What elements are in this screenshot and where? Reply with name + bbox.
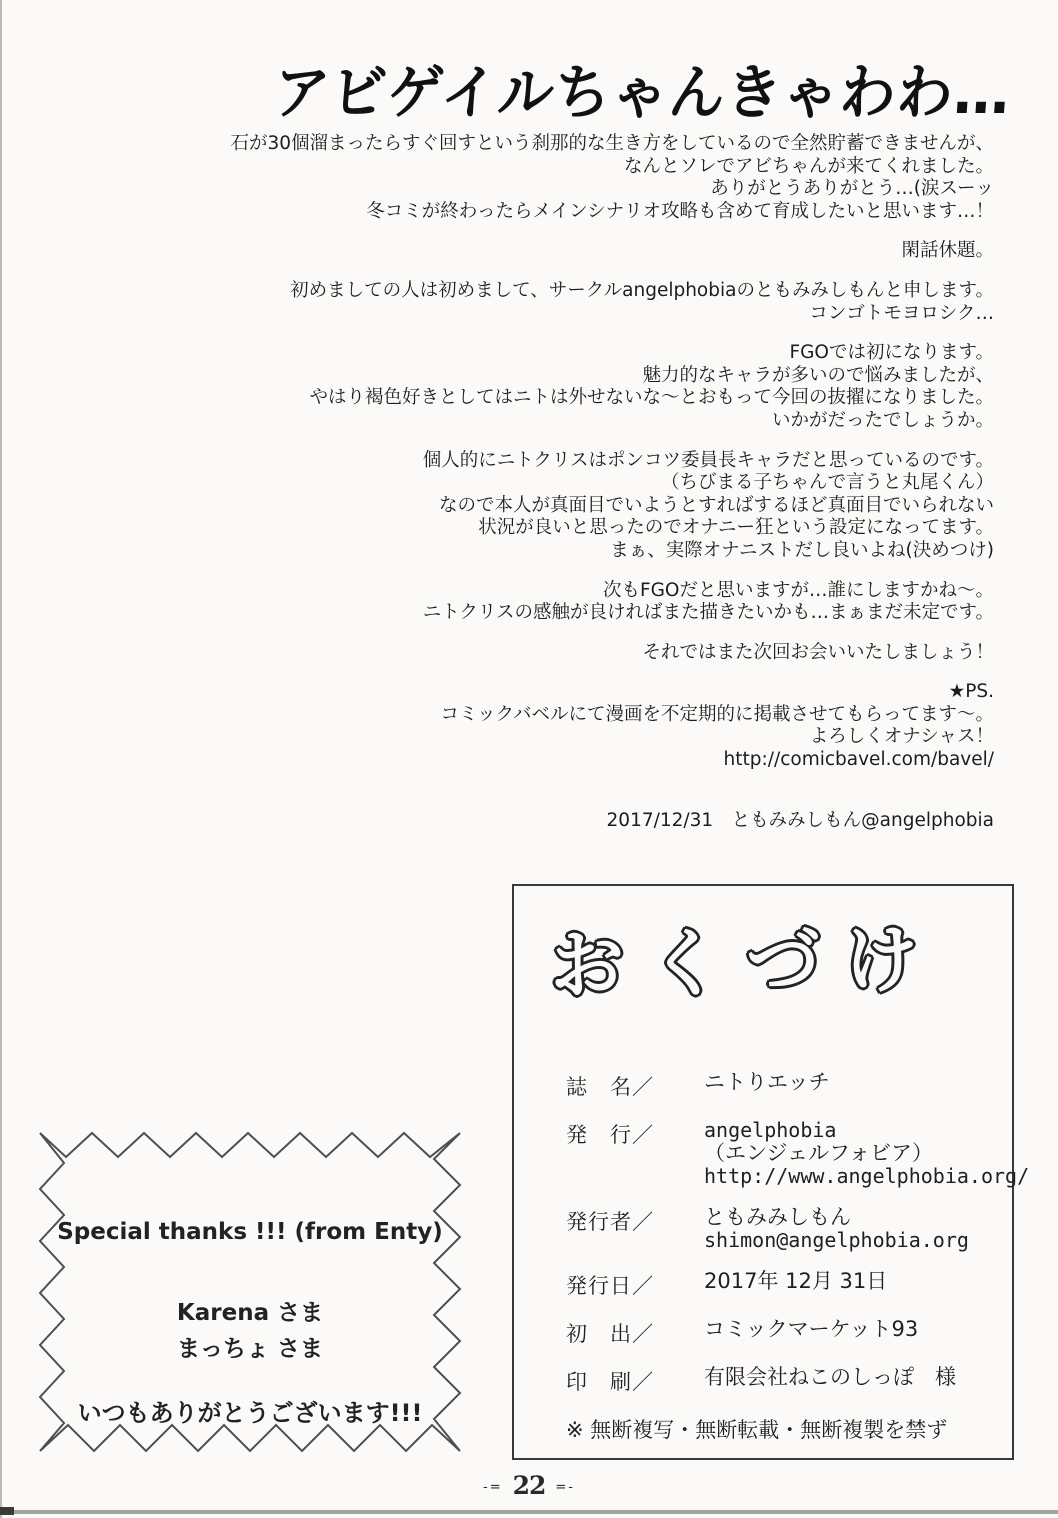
body-paragraph bbox=[64, 450, 994, 563]
scan-edge-corner bbox=[0, 1507, 14, 1515]
body-line: なので本人が真面目でいようとすればするほど真面目でいられない bbox=[438, 494, 994, 516]
body-line: なんとソレでアビちゃんが来てくれました。 bbox=[623, 155, 994, 177]
body-line: 魅力的なキャラが多いので悩みましたが、 bbox=[642, 364, 994, 386]
colophon-title: おくづけ bbox=[549, 916, 943, 1010]
body-line: いかがだったでしょうか。 bbox=[771, 409, 994, 431]
colophon-row bbox=[566, 1366, 996, 1396]
thanks-name: Karena さま bbox=[176, 1300, 324, 1326]
body-line: 冬コミが終わったらメインシナリオ攻略も含めて育成したいと思います…！ bbox=[366, 200, 994, 222]
page-title: アビゲイルちゃんきゃわわ… bbox=[271, 58, 1014, 128]
colophon-label: 初 出／ bbox=[566, 1322, 654, 1346]
colophon-row bbox=[566, 1318, 996, 1348]
colophon-value: 2017年 12月 31日 bbox=[704, 1269, 888, 1293]
page-number-value: 22 bbox=[512, 1471, 546, 1500]
colophon-value: コミックマーケット93 bbox=[704, 1317, 919, 1341]
body-line: よろしくオナシャス！ bbox=[809, 726, 994, 748]
body-line: まぁ、実際オナニストだし良いよね(決めつけ) bbox=[610, 539, 994, 561]
body-line: 閑話休題。 bbox=[901, 240, 994, 262]
colophon-row bbox=[566, 1270, 996, 1300]
body-paragraph bbox=[64, 133, 994, 223]
thanks-name: まっちょ さま bbox=[176, 1336, 323, 1362]
colophon-label: 発行日／ bbox=[566, 1274, 654, 1298]
body-paragraph bbox=[64, 280, 994, 325]
colophon-value: ニトりエッチ bbox=[704, 1070, 830, 1094]
body-paragraph bbox=[64, 580, 994, 625]
page-number-deco: -= bbox=[483, 1480, 503, 1495]
body-line: ありがとうありがとう…(涙スーッ bbox=[710, 178, 994, 200]
body-line: コンゴトモヨロシク… bbox=[809, 302, 994, 324]
date-and-author: 2017/12/31 ともみみしもん@angelphobia bbox=[606, 809, 994, 831]
body-line: 初めましての人は初めまして、サークルangelphobiaのともみみしもんと申します。 bbox=[290, 279, 994, 301]
body-paragraph bbox=[64, 342, 994, 432]
colophon-value: ともみみしもん shimon@angelphobia.org bbox=[704, 1205, 969, 1252]
page-number-deco: =- bbox=[555, 1480, 575, 1495]
body-line: （ちびまる子ちゃんで言うと丸尾くん） bbox=[660, 472, 994, 494]
colophon-row bbox=[566, 1206, 996, 1252]
publisher-url: http://www.angelphobia.org/ bbox=[704, 1164, 1030, 1188]
afterword-text bbox=[64, 133, 994, 849]
body-line: 個人的にニトクリスはポンコツ委員長キャラだと思っているのです。 bbox=[422, 449, 994, 471]
scan-edge-bottom bbox=[0, 1510, 1058, 1514]
scan-edge-left bbox=[0, 0, 2, 1518]
thanks-message: いつもありがとうございます!!! bbox=[77, 1399, 423, 1427]
body-paragraph bbox=[64, 240, 994, 263]
copyright-note: ※ 無断複写・無断転載・無断複製を禁ず bbox=[566, 1418, 948, 1442]
page-number bbox=[0, 1471, 1058, 1500]
thanks-names bbox=[34, 1295, 466, 1367]
colophon-label: 発行者／ bbox=[566, 1210, 654, 1234]
body-line: それではまた次回お会いいたしましょう！ bbox=[642, 641, 994, 663]
body-line: 状況が良いと思ったのでオナニー狂という設定になってます。 bbox=[478, 517, 994, 539]
body-line: ニトクリスの感触が良ければまた描きたいかも…まぁまだ未定です。 bbox=[422, 602, 994, 624]
colophon-box bbox=[512, 884, 1030, 1460]
body-paragraph bbox=[64, 642, 994, 665]
colophon-value: angelphobia （エンジェルフォビア） http://www.angelphobia.org/ bbox=[704, 1118, 1030, 1188]
body-line: FGOでは初になります。 bbox=[789, 342, 994, 364]
colophon-value: 有限会社ねこのしっぽ 様 bbox=[704, 1365, 956, 1389]
colophon-row bbox=[566, 1118, 1030, 1188]
body-line: コミックバベルにて漫画を不定期的に掲載させてもらってます〜。 bbox=[440, 703, 994, 725]
signature-line bbox=[64, 810, 994, 833]
body-line: 石が30個溜まったらすぐ回すという刹那的な生き方をしているので全然貯蓄できませんが、 bbox=[230, 133, 994, 154]
thanks-title: Special thanks !!! (from Enty) bbox=[57, 1219, 443, 1245]
colophon-row bbox=[566, 1071, 996, 1101]
colophon-rows bbox=[566, 1070, 1030, 1444]
colophon-label: 印 刷／ bbox=[566, 1370, 654, 1394]
body-line: http://comicbavel.com/bavel/ bbox=[723, 749, 994, 771]
colophon-label: 誌 名／ bbox=[566, 1075, 654, 1099]
special-thanks-box bbox=[34, 1127, 466, 1457]
body-line: 次もFGOだと思いますが…誰にしますかね〜。 bbox=[602, 579, 994, 601]
author-email: shimon@angelphobia.org bbox=[704, 1228, 969, 1252]
body-line: ★PS. bbox=[948, 681, 994, 703]
body-line: やはり褐色好きとしてはニトは外せないな〜とおもって今回の抜擢になりました。 bbox=[309, 387, 994, 409]
body-paragraph-ps bbox=[64, 681, 994, 771]
colophon-label: 発 行／ bbox=[566, 1123, 654, 1147]
